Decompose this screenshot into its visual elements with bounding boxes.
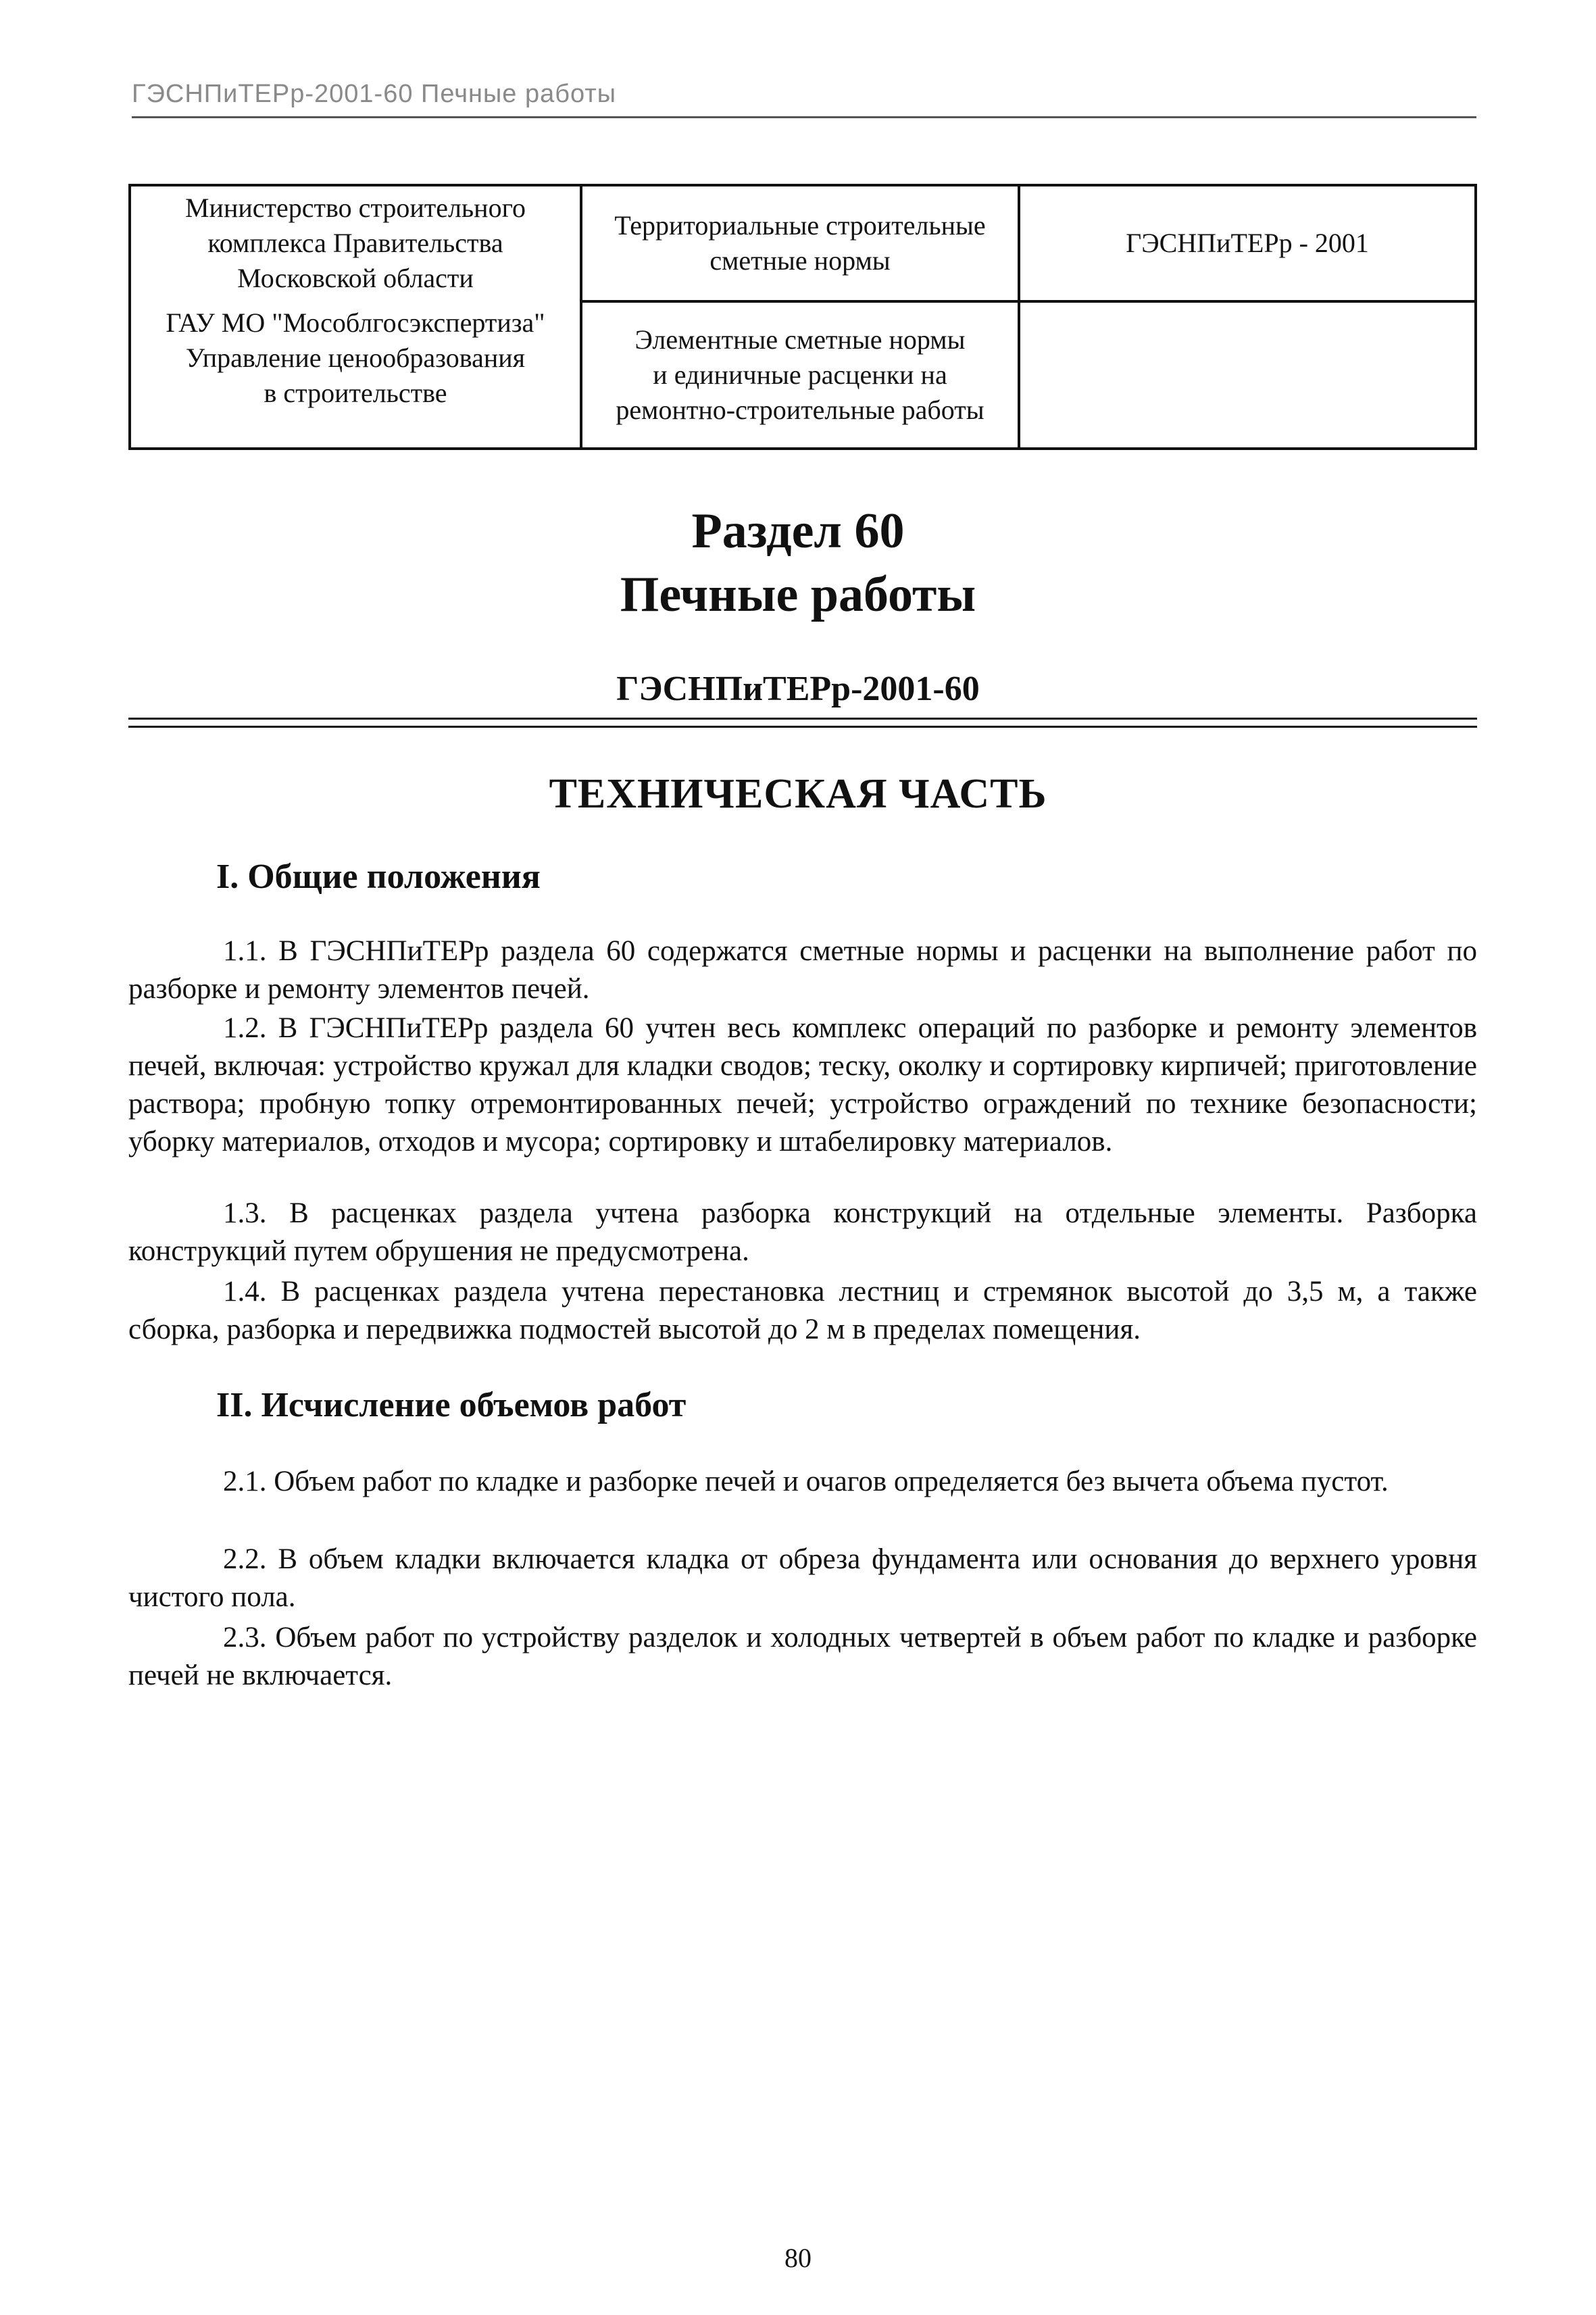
paragraph-1-2: 1.2. В ГЭСНПиТЕРр раздела 60 учтен весь комплекс операций по разборке и ремонту элементов печей, включая: устройство кружал для кладки сводов; теску, околку и сортировку кирпичей; приготовление раствора; пробную топку отремонтированных печей; устройство ограждений по технике безопасности; уборку материалов, отходов и мусора; сортировку и штабелировку материалов. bbox=[128, 1012, 1477, 1158]
double-rule-bottom bbox=[128, 726, 1477, 728]
ministry-line-2: комплекса Правительства bbox=[207, 228, 503, 258]
agency-line-1: ГАУ МО "Мособлгосэкспертиза" bbox=[166, 307, 545, 338]
paragraph-1-4: 1.4. В расценках раздела учтена перестановка лестниц и стремянок высотой до 3,5 м, а также сборка, разборка и передвижка подмостей высотой до 2 м в пределах помещения. bbox=[128, 1276, 1477, 1345]
ministry-line-1: Министерство строительного bbox=[184, 193, 526, 223]
empty-cell bbox=[1019, 301, 1476, 449]
norms-desc-line-1: Элементные сметные нормы bbox=[634, 324, 966, 355]
chapter-1-heading: I. Общие положения bbox=[216, 857, 541, 896]
double-rule-top bbox=[128, 718, 1477, 720]
document-code: ГЭСНПиТЕРр-2001-60 bbox=[616, 670, 980, 708]
ministry-cell bbox=[130, 185, 581, 301]
norms-type-line-1: Территориальные строительные bbox=[614, 210, 986, 241]
agency-cell bbox=[130, 301, 581, 449]
norms-desc-cell bbox=[581, 301, 1019, 449]
norms-type-cell bbox=[581, 185, 1019, 301]
header-divider bbox=[132, 116, 1476, 118]
page-number: 80 bbox=[784, 2243, 812, 2273]
paragraph-1-3: 1.3. В расценках раздела учтена разборка конструкций на отдельные элементы. Разборка конструкций путем обрушения не предусмотрена. bbox=[128, 1197, 1477, 1267]
norms-type-line-2: сметные нормы bbox=[709, 245, 891, 276]
norms-code-cell bbox=[1019, 185, 1476, 301]
ministry-line-3: Московской области bbox=[237, 263, 474, 293]
agency-line-3: в строительстве bbox=[264, 378, 447, 408]
document-header-table bbox=[128, 184, 1477, 450]
section-number: Раздел 60 bbox=[691, 503, 905, 559]
technical-part-heading: ТЕХНИЧЕСКАЯ ЧАСТЬ bbox=[549, 771, 1047, 817]
norms-desc-line-2: и единичные расценки на bbox=[653, 359, 947, 390]
paragraph-2-3: 2.3. Объем работ по устройству разделок и холодных четвертей в объем работ по кладке и разборке печей не включается. bbox=[128, 1622, 1477, 1691]
paragraph-2-1: 2.1. Объем работ по кладке и разборке печей и очагов определяется без вычета объема пустот. bbox=[223, 1466, 1389, 1497]
norms-desc-line-3: ремонтно-строительные работы bbox=[616, 395, 984, 425]
paragraph-1-1: 1.1. В ГЭСНПиТЕРр раздела 60 содержатся сметные нормы и расценки на выполнение работ по разборке и ремонту элементов печей. bbox=[128, 935, 1477, 1005]
norms-code: ГЭСНПиТЕРр - 2001 bbox=[1126, 228, 1369, 258]
chapter-2-heading: II. Исчисление объемов работ bbox=[216, 1386, 687, 1424]
agency-line-2: Управление ценообразования bbox=[185, 343, 526, 373]
running-header: ГЭСНПиТЕРр-2001-60 Печные работы bbox=[132, 80, 617, 108]
paragraph-2-2: 2.2. В объем кладки включается кладка от обреза фундамента или основания до верхнего уровня чистого пола. bbox=[128, 1543, 1477, 1613]
section-title: Печные работы bbox=[620, 567, 976, 622]
